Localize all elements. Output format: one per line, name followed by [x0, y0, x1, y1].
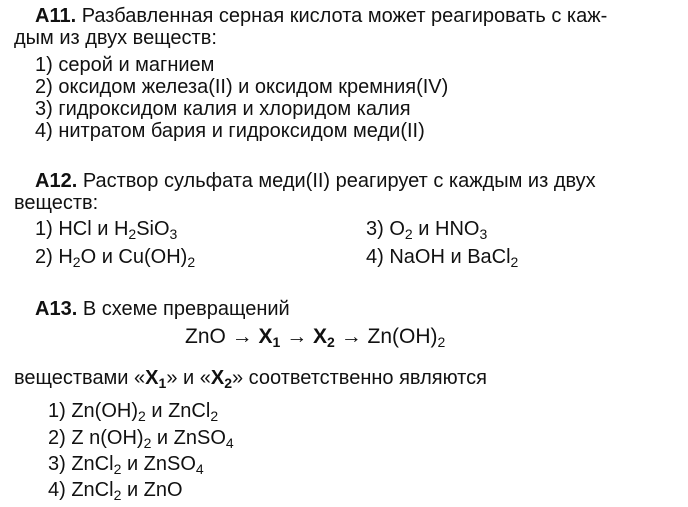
- q11-text-line2: дым из двух веществ:: [14, 27, 217, 49]
- q12-option-1-a: 1) HCl и H: [35, 218, 129, 240]
- q11-text-line1: Разбавленная серная кислота может реагировать с каж-: [81, 5, 608, 27]
- q12-option-3-sub1: 2: [404, 226, 413, 242]
- q13-option-2: [48, 426, 234, 450]
- q13-option-4-b: и ZnO: [126, 479, 183, 501]
- q13-option-3-a: 3) ZnCl: [48, 453, 114, 475]
- q12-option-4-a: 4) NaOH и BaCl: [366, 246, 511, 268]
- q12-option-2-sub2: 2: [187, 254, 196, 270]
- q12-option-2-b: O и Cu(OH): [80, 246, 188, 268]
- q13-option-4-a: 4) ZnCl: [48, 479, 114, 501]
- q12-option-1-b: SiO: [136, 218, 170, 240]
- q13-number: A13.: [35, 298, 78, 320]
- q13-question-post: » соответственно являются: [231, 367, 487, 389]
- q11-number: A11.: [35, 5, 77, 27]
- q13-option-3-sub2: 4: [195, 461, 204, 477]
- q11-option-4: 4) нитратом бария и гидроксидом меди(II): [35, 120, 425, 142]
- q13-scheme-x2-sub: 2: [327, 334, 335, 350]
- q13-question-x1-sub: 1: [158, 375, 167, 391]
- q13-question-x2-sub: 2: [224, 375, 232, 391]
- q13-option-1-sub2: 2: [210, 408, 219, 424]
- q12-option-1-sub2: 3: [169, 226, 178, 242]
- q13-option-1-sub1: 2: [138, 408, 146, 424]
- q13-scheme-end-sub: 2: [437, 334, 446, 350]
- q12-text-line2: веществ:: [14, 192, 99, 214]
- q12-text-line1: Раствор сульфата меди(II) реагирует с каждым из двух: [82, 170, 596, 192]
- q13-scheme: [185, 325, 445, 349]
- q12-option-2-a: 2) H: [35, 246, 73, 268]
- q12-line1: [35, 169, 596, 193]
- q12-option-3-b: и HNO: [418, 218, 480, 240]
- q13-option-2-a: 2) Z n(OH): [48, 427, 144, 449]
- q12-option-3-a: 3) O: [366, 218, 405, 240]
- q11-option-3: 3) гидроксидом калия и хлоридом калия: [35, 98, 411, 120]
- q13-scheme-start: ZnO →: [185, 325, 253, 348]
- q12-option-4-sub1: 2: [510, 254, 519, 270]
- q13-option-4: [48, 478, 183, 502]
- q12-option-1-sub1: 2: [128, 226, 137, 242]
- q13-question: [14, 366, 487, 390]
- q13-question-pre: веществами «: [14, 367, 146, 389]
- q13-text: В схеме превращений: [82, 298, 290, 320]
- q12-option-2: [35, 245, 195, 269]
- q13-option-2-sub1: 2: [143, 435, 152, 451]
- q13-scheme-arrow1: →: [286, 325, 308, 348]
- q13-question-x2: X: [210, 367, 225, 389]
- q13-option-2-sub2: 4: [225, 435, 234, 451]
- q13-option-1: [48, 399, 218, 423]
- q13-scheme-x1-sub: 1: [272, 334, 281, 350]
- q13-scheme-x2: X: [313, 325, 328, 348]
- q12-number: A12.: [35, 170, 78, 192]
- q11-option-2: 2) оксидом железа(II) и оксидом кремния(IV): [35, 76, 449, 98]
- q13-scheme-end: → Zn(OH): [340, 325, 438, 348]
- q13-scheme-x1: X: [258, 325, 273, 348]
- q13-option-3-sub1: 2: [113, 461, 122, 477]
- q13-option-1-b: и ZnCl: [151, 400, 211, 422]
- q11-option-1: 1) серой и магнием: [35, 54, 215, 76]
- q12-option-3: [366, 217, 487, 241]
- q12-option-4: [366, 245, 518, 269]
- q13-option-1-a: 1) Zn(OH): [48, 400, 138, 422]
- q13-question-x1: X: [145, 367, 159, 389]
- q13-option-4-sub1: 2: [113, 487, 122, 503]
- q12-option-2-sub1: 2: [72, 254, 81, 270]
- q13-option-3-b: и ZnSO: [126, 453, 196, 475]
- q13-option-3: [48, 452, 204, 476]
- q11-line1: [35, 4, 607, 28]
- q12-option-3-sub2: 3: [479, 226, 488, 242]
- q13-line1: [35, 297, 290, 321]
- q12-option-1: [35, 217, 177, 241]
- q13-question-mid: » и «: [166, 367, 211, 389]
- q13-option-2-b: и ZnSO: [156, 427, 226, 449]
